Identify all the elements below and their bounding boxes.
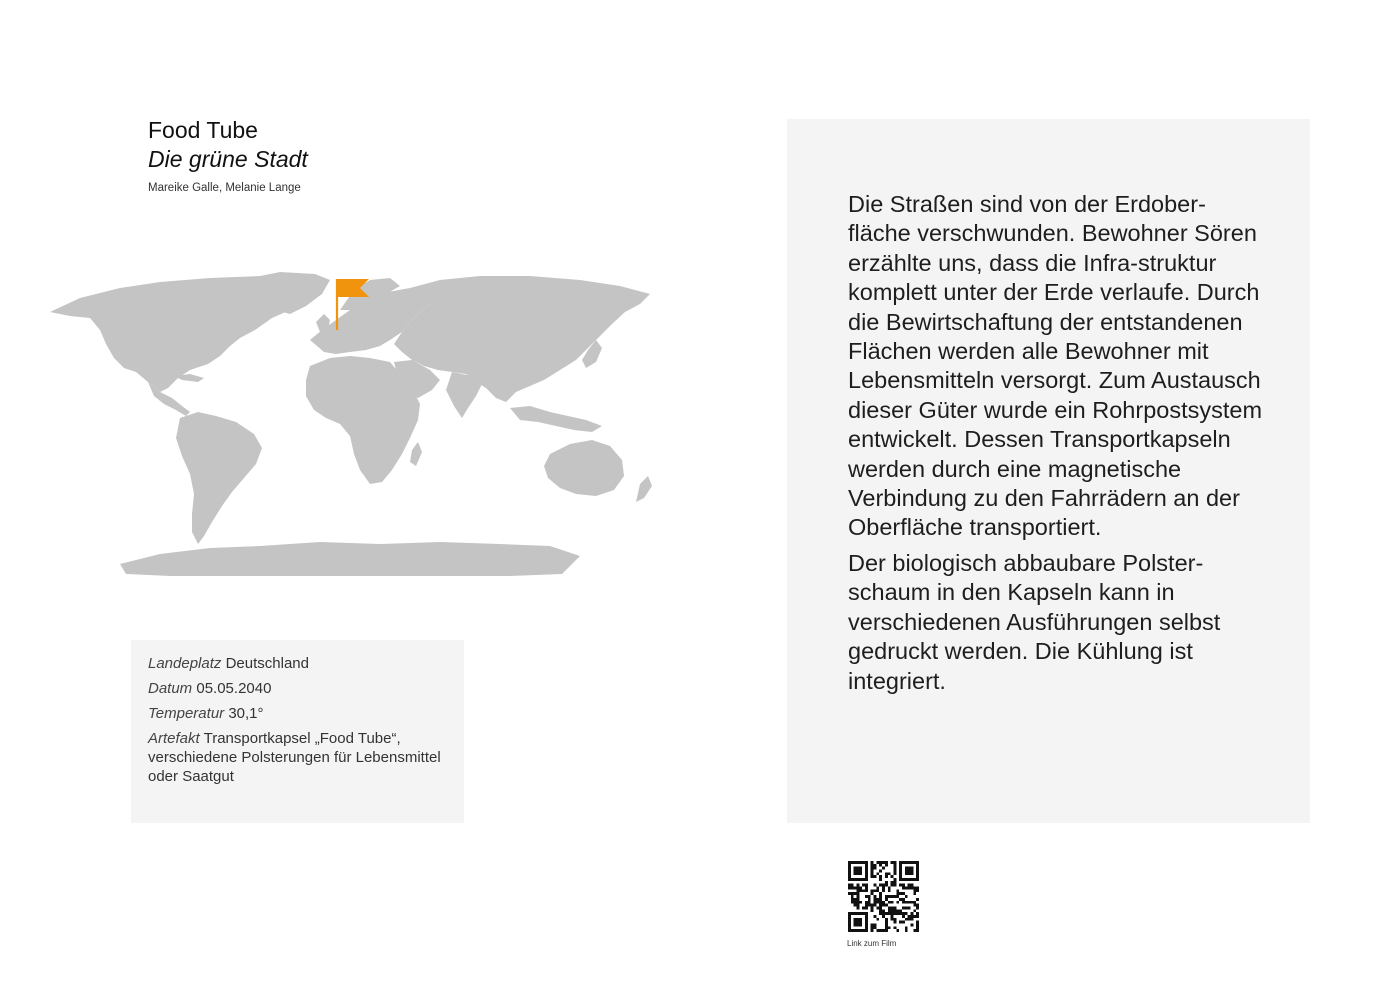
story-paragraph: Die Straßen sind von der Erdober-fläche verschwunden. Bewohner Sören erzählte uns, dass die Infra-struktur komplett unter der Erde verlaufe. Durch die Bewirtschaftung der entstandenen Flächen werden alle Bewohner mit Lebensmitteln versorgt. Zum Austausch dieser Güter wurde ein Rohrpostsystem entwickelt. Dessen Transportkapseln werden durch eine magnetische Verbindung zu den Fahrrädern an der Oberfläche transportiert. (848, 191, 1263, 541)
info-label: Datum (148, 680, 193, 697)
info-box (131, 640, 464, 823)
info-value: Transportkapsel „Food Tube“, verschiedene Polsterungen für Lebensmittel oder Saatgut (148, 730, 441, 785)
australia (544, 440, 624, 496)
info-label: Temperatur (148, 705, 225, 722)
map-land (50, 272, 652, 576)
qr-code[interactable] (848, 861, 919, 932)
south-america (176, 412, 262, 544)
authors: Mareike Galle, Melanie Lange (148, 182, 301, 194)
info-label: Landeplatz (148, 655, 222, 672)
title-block (148, 116, 308, 194)
story-text (848, 190, 1268, 702)
southeast-asia (510, 406, 602, 432)
info-label: Artefakt (148, 730, 200, 747)
world-map (40, 270, 700, 580)
info-row-temperatur (148, 704, 448, 723)
info-list (148, 654, 448, 792)
new-zealand (636, 476, 652, 502)
info-row-datum (148, 679, 448, 698)
story-box (787, 119, 1310, 823)
info-value: 05.05.2040 (196, 680, 272, 697)
page-title: Food Tube (148, 117, 258, 143)
madagascar (410, 442, 422, 466)
page-subtitle: Die grüne Stadt (148, 146, 308, 172)
info-value: 30,1° (228, 705, 264, 722)
story-paragraph: Der biologisch abbaubare Polster-schaum in den Kapseln kann in verschiedenen Ausführungen selbst gedruckt werden. Die Kühlung ist integriert. (848, 549, 1221, 694)
info-row-landeplatz (148, 654, 448, 673)
uk (316, 314, 330, 332)
qr-caption: Link zum Film (847, 939, 897, 948)
info-row-artefakt (148, 729, 448, 786)
antarctica (120, 542, 580, 576)
info-value: Deutschland (225, 655, 309, 672)
